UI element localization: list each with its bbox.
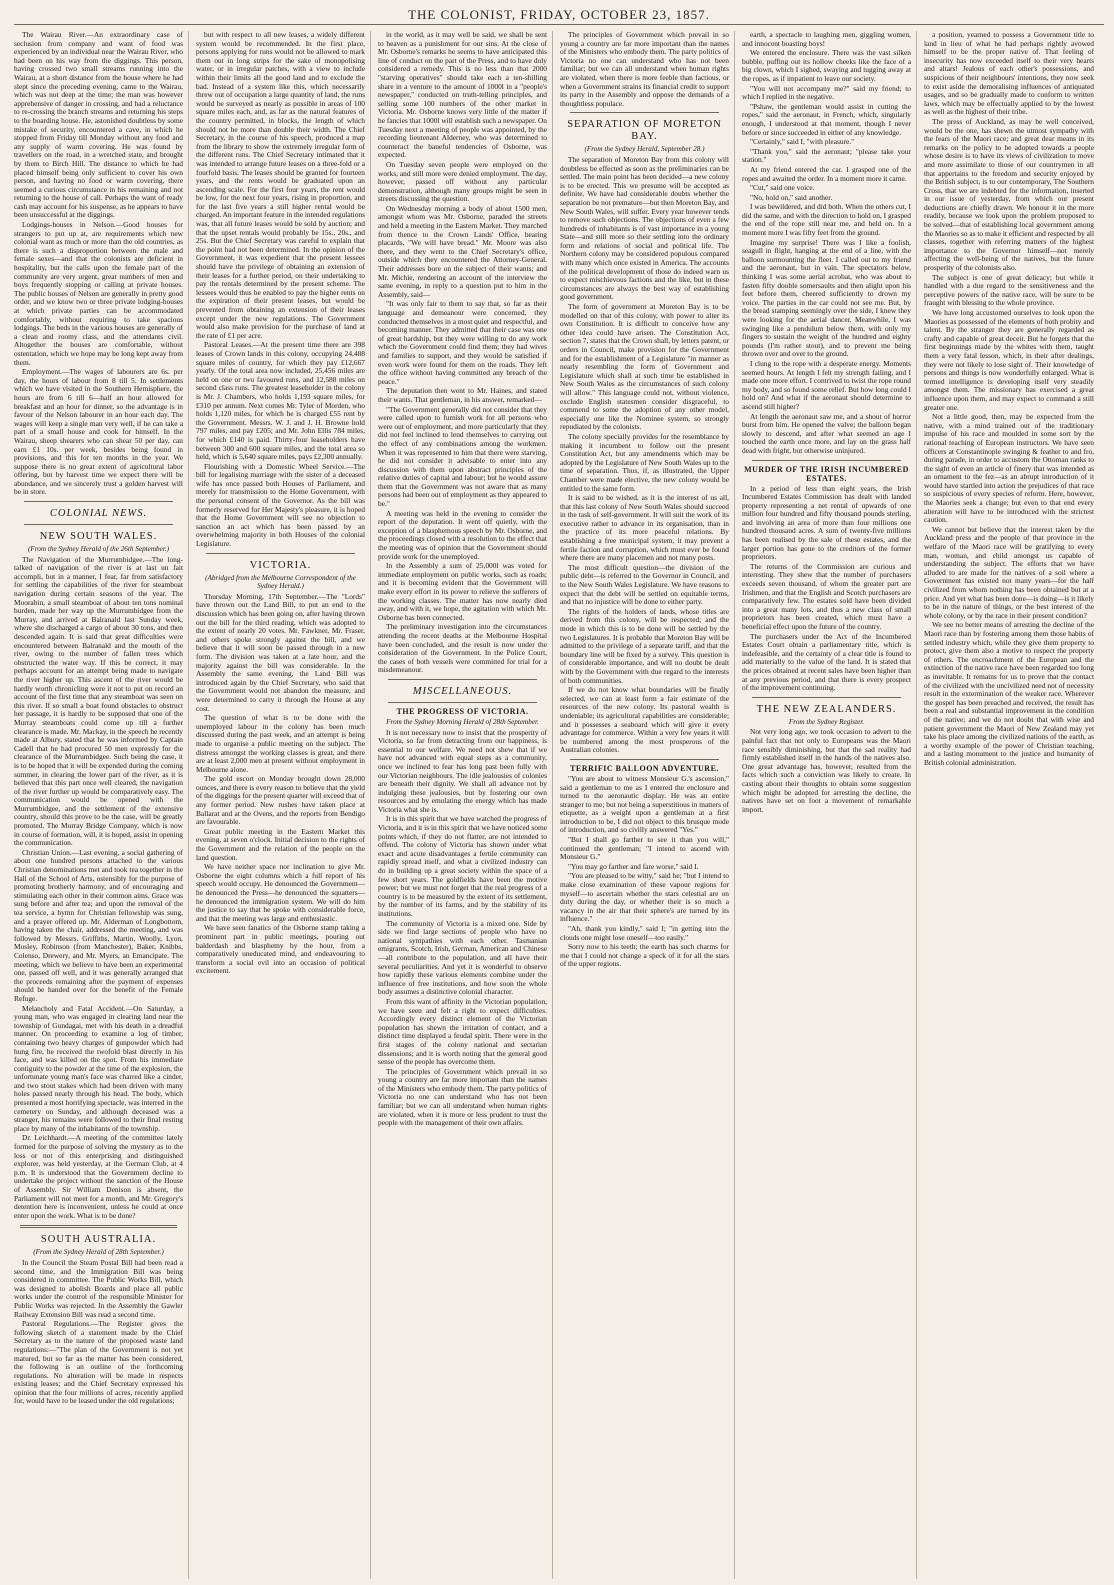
article-paragraph: The deputation then went to Mr. Haines, and stated their wants. That gentleman, in his answer, remarked— [378, 386, 547, 404]
article-paragraph: a position, yearned to possess a Government title to land in lieu of what he had perhaps rightly avowed himself to be the proper native of. That feeling of insecurity has now exceeded itself to their very hearts and altars! Jealous of each other's possessions, and suspicious of their neighbours' intentions, they now seek to exist aside the demoralising influences of antiquated usages, and so be gradually made to conform to written laws, which may be effectually applied to by the lowest as well as the highest of their tribe. [924, 31, 1094, 117]
column-2 [196, 31, 371, 1579]
article-paragraph: The principles of Government which prevail in so young a country are far more important than the names of the Ministers who embody them. The party politics of Victoria no one can understand who has not been familiar; but we can all understand when human rights are violated, when it is more or less prudent to trust the people with the management of their own affairs. [378, 1066, 547, 1128]
article-paragraph: The separation of Moreton Bay from this colony will doubtless be effected as soon as the preliminaries can be settled. The main point has been decided—a new colony is to be erected. This we presume will be accepted as definite. We have had considerable doubts whether the separation be not premature—but then Moreton Bay, and New South Wales, will suffer. Every year however tends to remove such objections. The objections of even a few hundreds of inhabitants is of vast importance in a young State—and still more so their settling into the ordinary form and relations of social and political life. The Northern colony may be considered populous compared with many which once existed in America. The accounts of the political development of those do indeed warn us to expect mischievous factions and the like, but in these circumstances are always the best way of establishing good government. [560, 154, 729, 302]
article-paragraph: In the Assembly a sum of 25,000l was voted for immediate employment on public works, such as roads; and it is becoming evident that the Government will make every effort in its power to relieve the sufferers of the working classes. The matter has now nearly died away, and with it, we hope, the agitation with which Mr. Osborne has been connected. [378, 561, 547, 622]
article-paragraph: In the Council the Steam Postal Bill had been read a second time, and the Immigration Bill was being considered in committee. The Public Works Bill, which was designed to abolish Boards and place all public works under the control of the responsible Minister for Public Works was rejected. In the Assembly the Gawler Railway Extension Bill was read a second time. [14, 1257, 183, 1319]
article-paragraph: "But I shall go farther to see it than you will," continued the gentleman; "I intend to ascend with Monsieur G." [560, 835, 729, 862]
article-paragraph: The preliminary investigation into the circumstances attending the recent deaths at the Melbourne Hospital have been concluded, and the result is now under the consideration of the Government. In the Police Court, the cases of both vessels were committed for trial for a misdemeanour. [378, 622, 547, 675]
article-paragraph: We have neither space nor inclination to give Mr. Osborne the eight columns which a full report of his speech would occupy. He denounced the Government—he denounced the Press—he denounced the squatters—he denounced the immigration system. We will do him the justice to say that he spoke with considerable force, and that the meeting was large and enthusiastic. [196, 862, 365, 923]
article-paragraph: earth, a spectacle to laughing men, giggling women, and innocent boasting boys! [742, 31, 911, 48]
article-paragraph: Thursday Morning, 17th September.—The "Lords" have thrown out the Land Bill, to put an end to the discussion which has been going on, after having thrown out the bill for the third reading, which was adopted to the extent of nearly 20 votes. Mr. Fawkner, Mr. Fraser, and others spoke strongly against the bill, and we believe that it will soon be passed through in a new form. The division was taken at a late hour, and the majority against the bill was considerable. In the Assembly the same evening, the Land Bill was introduced again by the Chief Secretary, who said that the Government would not abandon the measure, and were determined to carry it through the House at any cost. [196, 591, 365, 713]
article-paragraph: Christian Union.—Last evening, a social gathering of about one hundred persons attached to the various Christian denominations met and took tea together in the Hall of the School of Arts, ostensibly for the purpose of promoting brotherly harmony, and of encouraging and stimulating each other in their common aims. Grace was sung before and after tea; and upon the removal of the tea service, a hymn for Christian fellowship was sung, and a prayer offered up. Mr. Alderman of Longbottom, having taken the chair, addressed the meeting, and was followed by Messrs. Griffiths, Martin, Woolly, Lyon, Mosley, Robinson (from Manchester), Baker, Knibbs, Colenso, Drewery, and Mr. Myers, an Emancipate. The meeting, which we believe to have been an experimental one, passed off well, and it was generally arranged that the proceeds remaining after the payment of expenses should be handed over for the benefit of the Female Refuge. [14, 847, 183, 1003]
article-paragraph: "You will not accompany me?" said my friend; to which I replied in the negative. [742, 83, 911, 102]
article-paragraph: The question of what is to be done with the unemployed labour in the colony has been much discussed during the past week, and an attempt is being made to organise a public meeting on the subject. The distress amongst the working classes is great, and there are at least 2,000 men at present without employment in Melbourne alone. [196, 713, 365, 774]
section-heading: COLONIAL NEWS. [49, 508, 148, 520]
article-paragraph: In a period of less than eight years, the Irish Incumbered Estates Commission has dealt with landed property representing a net rental of upwards of one million four hundred and fifty thousand pounds sterling, and involving an area of more than four millions one hundred thousand acres. A sum of twenty-five millions has been realised by the sale of these estates, and the larger portion has gone to the creditors of the former proprietors. [742, 483, 911, 562]
article-paragraph: I clung to the rope with a desperate energy. Moments seemed hours. At length I felt my strength failing, and I made one more effort. I contrived to twist the rope round my body, and so found some relief. But how long could I hold on? And what if the aeronaut should determine to ascend still higher? [742, 358, 911, 411]
article-paragraph: The colony specially provides for the resemblance by making it incumbent to follow out the present Constitution Act, but any amendments which may be adopted by the Legislature of New South Wales up to the time of separation. Thus, if, as illustrated, the Upper Chamber were made elective, the new colony would be entitled to the same form. [560, 431, 729, 493]
article-paragraph: "You may go farther and fare worse," said I. [568, 861, 699, 871]
article-paragraph: Employment.—The wages of labourers are 6s. per day, the hours of labour from 8 till 5. In settlements which we have visited in the Southern Hemisphere, the hours are from 6 till 6—half an hour allowed for breakfast and an hour for dinner, so the advantage is in favour of the Nelson labourer in an hour each day. The wages will keep a single man very well, if he can take a part of a small house and cook for himself. In the Wairau, sheep shearers who can shear 50 per day, can earn £1 10s. per week, besides being found in provisions, and this for ten months in the year. We suppose there is no great extent of agricultural labor offering, but by harvest time we expect there will be abundance, and we sincerely trust a golden harvest will be in store. [14, 367, 183, 497]
article-paragraph: On Wednesday morning a body of about 1500 men, amongst whom was Mr. Osborne, paraded the streets and held a meeting in the Eastern Market. They marched from thence to the Crown Lands' Office, bearing placards, "We will have bread." Mr. Moore was also there, and they went to the Chief Secretary's office, outside which they encountered the Attorney-General. Their addresses bore on the subject of their wants; and Mr. Michie, rendering an account of the interview the same evening, in reply to a question put to him in the Assembly, said— [378, 203, 547, 299]
article-paragraph: Melancholy and Fatal Accident.—On Saturday, a young man, who was engaged in clearing land near the township of Gundagai, met with his death in a dreadful manner. On proceeding to examine a log of timber, containing two heavy charges of gunpowder which had hung fire, he received the twofold blast directly in his face, and was killed on the spot. From his immediate contiguity to the powder at the time of the explosion, the unfortunate young man's face was charred like a cinder, and two stout stakes which had been driven with many holes passed nearly through his head. The body, which presented a most horrifying spectacle, was interred in the cemetery on Sunday, and although deceased was a stranger, his remains were followed to their final resting place by many of the inhabitants of the township. [14, 1003, 183, 1133]
columns [14, 31, 1104, 1579]
article-paragraph: From this want of affinity in the Victorian population, we have seen and felt a right to expect difficulties. Accordingly every distinct element of the Victorian population has shewn the irritation of contact, and a distinct time displayed a feudal spirit. There were in the first stages of the colony national and sectarian dissensions; and it is worth noting that the general good sense of the people has overcome them. [378, 996, 547, 1067]
article-paragraph: Not very long ago, we took occasion to advert to the painful fact that not only to Europeans was the Maori race sensibly diminishing, but that the sad reality had firmly established itself in the hands of the natives also. One great advantage has, however, resulted from the facts which such a conviction was likely to create. In casting about their thoughts to obtain some suggestion which might be adopted for arresting the decline, the natives have set on foot a movement of remarkable import. [742, 727, 911, 814]
column-rule [752, 460, 901, 461]
article-paragraph: Dr. Leichhardt.—A meeting of the committee lately formed for the purpose of solving the mystery as to the loss or not of this enterprising and distinguished explorer, was held yesterday, at the German Club, at 4 p.m. It is understood that the Government decline to undertake the project without the sanction of the House of Assembly. Sir William Denison is absent, the Parliament will not meet for a month, and Mr. Gregory's detention here is inconvenient, unless he could at once enter upon the work. What is to be done? [14, 1133, 183, 1220]
article-paragraph: The form of government at Moreton Bay is to be modelled on that of this colony, with power to alter its own Constitution. It is difficult to conceive how any other idea could have arisen. The Constitution Act, section 7, states that the Crown shall, by letters patent, or orders in Council, make provision for the Government and for the establishment of a Legislature "in manner as nearly resembling the form of Government and Legislature which shall at such time be established in New South Wales as the circumstances of such colony will allow." This language could not, without violence, exclude English statesmen consider disgraceful, to commend to some the adoption of any other model, especially one like the Nominee system, so strongly repudiated by the colonists. [560, 302, 729, 432]
masthead: THE COLONIST, FRIDAY, OCTOBER 23, 1857. [14, 6, 1104, 25]
article-paragraph: The press of Auckland, as may be well conceived, would be the one, has shewn the utmost sympathy with the fears of the Maori race; and great dear means in its remarks on the policy to be adopted towards a people whose desire is to have its views of civilization to move and more assimilate to those of our countrymen in all that appertains to the freedom and security enjoyed by the British subject, is to our contemporary, The Southern Cross, that we are indebted for the information, inserted in our issue of yesterday, from which our present deductions are chiefly drawn. We honour it in the more readily, because we look upon the problem proposed to be solved—that of establishing local government among the Maories so as to make it efficient and respected by all classes, together with referring matters of the highest importance to the Governor himself—not merely affecting the well-being of the natives, but the future prosperity of the colonists also. [924, 116, 1094, 273]
article-paragraph: It is said to be wished, as it is the interest of us all, that this last colony of New South Wales should succeed in the task of self-government. It will suit the work of its executive rather to advance in its organisation, than in the practice of its more peaceful relations. By establishing a free municipal system, it may prevent a fertile faction and corruption, which must ever be found where there are many placemen and not many posts. [560, 493, 729, 563]
article-source: (From the Sydney Herald, September 28.) [584, 145, 705, 154]
article-paragraph: The returns of the Commission are curious and interesting. They shew that the number of purchasers exceeds seven thousand, of whom the greater part are Irishmen, and that the English and Scotch purchasers are comparatively few. The estates sold have been divided into a great many lots, and thus a new class of small proprietors has been created, which must have a beneficial effect upon the future of the country. [742, 561, 911, 631]
article-paragraph: At length the aeronaut saw me, and a shout of horror burst from him. He opened the valve; the balloon began slowly to descend, and after what seemed an age I touched the earth once more, and lay on the grass half dead with fright, but otherwise uninjured. [742, 411, 911, 455]
article-paragraph: "Certainly," said I, "with pleasure." [750, 137, 855, 147]
article-paragraph: Flourishing with a Domestic Wheel Service.—The bill for legalising marriage with the sister of a deceased wife has once passed both Houses of Parliament, and merely for transmission to the Home Government, with the personal consent of the Governor. As the bill was formerly reserved for Her Majesty's pleasure, it is hoped that the Home Government will see no objection to sanction an act which has been passed by an overwhelming majority in both Houses of the colonial Legislature. [196, 461, 365, 549]
article-paragraph: The gold escort on Monday brought down 28,000 ounces, and there is every reason to believe that the yield of the diggings for the present quarter will exceed that of any former period. New rushes have taken place at Ballarat and at the Ovens, and the reports from Bendigo are favourable. [196, 774, 365, 827]
article-paragraph: We see no better means of arresting the decline of the Maori race than by fostering among them those habits of settled industry which, while they give them property to protect, give them also a motive to respect the property of others. The encroachment of the European and the extinction of the native race have been regarded too long as inevitable. It remains for us to prove that the contact of the civilized with the uncivilized need not of necessity result in the extermination of the weaker race. Wherever the gospel has been preached and received, the result has been a real and substantial improvement in the condition of the native; and we do not doubt that with wise and patient government the Maori of New Zealand may yet take his place among the civilized nations of the earth, as a worthy example of the power of Christian teaching, and a lasting monument to the justice and humanity of British colonial administration. [924, 620, 1094, 767]
section-heading: SOUTH AUSTRALIA. [40, 1234, 157, 1246]
article-paragraph: I was bewildered, and did both. When the others cut, I did the same, and with the direction to hold on, I grasped the end of the rope still near me, and held on. In a moment more I was fifty feet from the ground. [742, 202, 911, 238]
section-heading: THE NEW ZEALANDERS. [756, 703, 897, 715]
article-paragraph: "Pshaw, the gentleman would assist in cutting the ropes," said the aeronaut, in French, which, singularly enough, I understood at that moment, though I never before or since succeeded in either of any knowledge. [742, 101, 911, 137]
article-paragraph: A meeting was held in the evening to consider the report of the deputation. It went off quietly, with the exception of a blasphemous speech by Mr. Osborne, and the proceedings closed with a resolution to the effect that the meeting was of opinion that the Government should provide work for the unemployed. [378, 508, 547, 561]
column-3 [378, 31, 553, 1579]
article-heading: THE PROGRESS OF VICTORIA. [396, 706, 529, 716]
column-rule [388, 679, 537, 680]
column-rule [388, 702, 537, 703]
article-paragraph: Sorry now to his teeth; the earth has such charms for me that I could not change a speck of it for all the stars of the upper regions. [560, 942, 729, 969]
article-paragraph: We have seen fanatics of the Osborne stamp taking a prominent part in public meetings, pouring out balderdash and blasphemy by the hour, from a comparatively uneducated mind, and endeavouring to transform a social evil into an occasion of political excitement. [196, 923, 365, 976]
double-rule [20, 1225, 177, 1228]
article-heading: TERRIFIC BALLOON ADVENTURE. [570, 763, 719, 773]
article-paragraph: It is not necessary now to insist that the prosperity of Victoria, so far from detracting from our happiness, is essential to our welfare. We need not shew that if we have not advanced with equal steps as a community, once we inclined to fear has long past been fully with our Victorian neighbours. The idle jealousies of colonies are beneath their dignity. We shall all advance not by indulging these jealousies, but by fostering our own resources and by emulating the energy which has made Victoria what she is. [378, 727, 547, 814]
article-paragraph: The community of Victoria is a mixed one. Side by side we find large sections of people who have no national sympathies with each other. Tasmanian emigrants, Scotch, Irish, German, American and Chinese—all contribute to the population, and all have their several peculiarities. And yet it is wonderful to observe how rapidly these various elements combine under the influence of free institutions, and how soon the whole body assumes a distinctive colonial character. [378, 918, 547, 997]
article-paragraph: The most difficult question—the division of the public debt—is referred to the Governor in Council, and to the New South Wales Legislature. We have reasons to expect that the debt will be settled on equitable terms, and that no injustice will be done to either party. [560, 562, 729, 607]
article-paragraph: The rights of the holders of lands, whose titles are derived from this colony, will be respected; and the mode in which this is to be done will be settled by the two Legislatures. It is probable that Moreton Bay will be admitted to the privilege of a separate tariff, and that the boundary line will be fixed by a survey. This question is of considerable importance, and will no doubt be dealt with by the Government with due regard to the interests of both communities. [560, 606, 729, 685]
column-rule [24, 501, 173, 502]
article-paragraph: We entered the enclosure. There was the vast silken bubble, puffing out its hollow cheeks like the face of a big clown, which I sighed, swaying and tugging away at the ropes, as if impatient to leave our society. [742, 48, 911, 83]
article-paragraph: "You are pleased to be witty," said he; "but I intend to make close examination of these vapour regions for myself—to ascertain whether the stars celestial are on duty during the day, or whether their is so much a vacancy in the air that their sphere's are turned by its influence." [560, 871, 729, 924]
column-rule [570, 759, 719, 760]
article-paragraph: We have long accustomed ourselves to look upon the Maories as possessed of the elements of both probity and talent. By the stranger they are generally regarded as crafty and capable of great deceit. But he forgets that the first beginnings made by the whites with them, taught them a very fatal lesson, which, in their after dealings, they were not likely to lose sight of. Their knowledge of persons and things is now wonderfully enlarged. What is termed intelligence is developing itself very steadily amongst them. The missionary has exercised a great influence upon them, and may expect to command a still greater one. [924, 308, 1094, 412]
article-source: From the Sydney Register. [788, 717, 865, 726]
article-paragraph: It is in this spirit that we have watched the progress of Victoria, and it is in this spirit that we have noticed some points which, if they do not flatter, are not intended to offend. The colony of Victoria has shown under what exact and acute disadvantages a fertile community can rapidly spread itself, and what a civilized industry can do in building up a great society within the space of a few short years. The goldfields have been the motive power; but we must not forget that the real progress of a country is to be measured by the extent of its settlement, by the number of its farms, and by the stability of its institutions. [378, 814, 547, 918]
article-paragraph: in the world, as it may well be said, we shall be sent to heaven as a punishment for our sins. At the close of Mr. Osborne's remarks he seems to have anticipated this line of conduct on the part of the Press, and to have duly considered a remedy. This is no less than that 2000 "starving operatives" should take each a ten-shilling share in a venture to the amount of 1000l in a "people's newspaper," conducted on truth-telling principles, and selling some 100 numbers of the other market in Victoria. Mr. Osborne knows very little of the matter if he fancies that 1000l will establish such a newspaper. On Tuesday next a meeting of people was appointed, by the recording lieutenant Alderney, who was determined to counteract the baneful tendencies of Osborne, was expected. [378, 31, 547, 160]
article-source: (Abridged from the Melbourne Correspondent of the Sydney Herald.) [205, 573, 356, 591]
column-rule [24, 524, 173, 525]
article-paragraph: "It was only fair to them to say that, so far as their language and demeanour were concerned, they conducted themselves in a most quiet and respectful, and becoming manner. They admitted that their case was one of great hardship, but they were willing to do any work which the Government could find them; they had wives and families to support, and they would be satisfied if even work were found for them on the roads. They left the office without having committed any breach of the peace." [378, 299, 547, 386]
article-paragraph: "The Government generally did not consider that they were called upon to furnish work for all persons who were out of employment, and more particularly that they did not feel inclined to lend themselves to carrying out the effect of any combinations among the workmen. When it was represented to him that there were starving, he did not consider it advisable to enter into any discussion with them upon abstract principles of the relative duties of capital and labour; but he would assure them that the Government was not aware that as many persons had been out of employment as they appeared to be." [378, 404, 547, 509]
article-paragraph: We cannot but believe that the interest taken by the Auckland press and the people of that province in the welfare of the Maori race will be gratifying to every man, woman, and child amongst us capable of understanding the subject. The efforts that we have alluded to are made for the natives of a soil where a Government has existed not many years—for the half civilized from whom nothing has been obtained but at a price. And yet what has been done—is doing—is it likely to be in the nature of things, or the best interest of the whole colony, or by the race in their present condition? [924, 524, 1094, 620]
article-paragraph: but with respect to all new leases, a widely different system would be recommended. In the first place, persons applying for runs would not be allowed to mark them out in long strips for the sake of monopolising water, or in irregular patches, with a view to include within their limits all the good land and to exclude the bad. Instead of a system like this, which necessarily threw out of occupation a large quantity of land, the runs would be surveyed as nearly as possible in areas of 100 square miles each, and, as far as the natural features of the country permitted, in blocks, the length of which should not be more than double their width. The Chief Secretary, in the course of his speech, produced a map from the library to show the extremely irregular form of the different runs. The Chief Secretary intimated that it was intended to arrange future leases on a three-fold or a fourfold basis. The leases should be granted for fourteen years, and the rents would be graduated upon an ascending scale. For the first four years, the rent would be low, for the next four years, rising in proportion, and for the last five years a still higher rental would be charged. An important feature in the intended regulations was, that all future leases would be sold by auction; and that the upset rentals would probably be 15s., 20s., and 25s. But the Chief Secretary was careful to explain that the point had not been determined. In the opinion of the Government, it was expedient that the present lessees should have the privilege of obtaining an extension of their leases for a further period, on their undertaking to pay the rentals determined by the present scheme. The lessees would thus be enabled to pay the higher rents on the expiration of their present leases, but would be prevented from obtaining an extension of their leases except under the new regulations. The Government would also make provision for the purchase of land at the rate of £1 per acre. [196, 31, 365, 340]
article-paragraph: The Wairau River.—An extraordinary case of seclusion from company and want of food was experienced by an individual near the Wairau River, who had been on his way from the diggings. This person, having crossed two small streams running into the Wairau, at a short distance from the house where he had slept since the preceding evening, came to the Wairau, which was not deep at the time; the man was however apprehensive of danger in crossing, and had a reluctance to re-crossing the branch streams and returning his steps to the boarding house. He, astonished doubtless by some mistake of security, encountered a cave, in which he stopped from Friday till Monday without any food and any supply of warm covering. He was found by travellers on the road, in a wretched state, and brought by them to Birch Hill. The distance to which he had placed himself being only sufficient to cover his own person, and having no food or warm covering, there seemed a curious circumstance in his remaining and not returning to the house of call. Perhaps the want of ready cash may account for his suspense, as he appears to have been unsuccessful at the diggings. [14, 31, 183, 220]
article-paragraph: "Thank you," said the aeronaut; "please take your station." [742, 146, 911, 165]
article-paragraph: On Tuesday seven people were employed on the works, and still more were denied employment. The day, however, passed off without any particular demonstration, although many groups might be seen in streets discussing the question. [378, 159, 547, 204]
article-paragraph: At my friend entered the car. I grasped one of the ropes and awaited the order. In a moment more it came. [742, 164, 911, 183]
article-paragraph: "Ah, thank you kindly," said I; "in getting into the clouds one might lose oneself—too easily." [560, 924, 729, 942]
article-paragraph: If we do not know what boundaries will be finally selected, we can at least form a fair estimate of the resources of the new colony. Its pastoral wealth is undeniable; its agricultural capabilities are considerable; and it possesses a seaboard which will give it every advantage for commerce. Within a very few years it will be numbered among the most prosperous of the Australian colonies. [560, 685, 729, 755]
article-source: From the Sydney Morning Herald of 28th September. [386, 717, 539, 726]
article-paragraph: "You are about to witness Monsieur G.'s ascension," said a gentleman to me as I entered the enclosure and turned to the aeronautic display. He was an entire stranger to me; but not being a superstitious in matters of etiquette, as a weight upon a gentleman at a first introduction to be, I did not object to this brusque mode of introduction, and so civilly answered "Yes." [560, 773, 729, 835]
article-paragraph: "Cut," said one voice. [750, 183, 815, 193]
article-paragraph: The subject is one of great delicacy; but while it handled with a due regard to the sensitiveness and the perceptive powers of the native race, will be sure to be fraught with blessing to the whole province. [924, 272, 1094, 308]
article-paragraph: The purchasers under the Act of the Incumbered Estates Court obtain a parliamentary title, which is indefeasible, and the certainty of a clear title is found to add materially to the value of the land. It is stated that the prices obtained at recent sales have been higher than at any previous period, and that there is every prospect of the improvement continuing. [742, 631, 911, 693]
column-1 [14, 31, 189, 1579]
article-source: (From the Sydney Herald of 28th September.) [33, 1248, 164, 1257]
article-paragraph: The Navigation of the Murrumbidgee.—The long-talked of navigation of the river is at last un fait accompli, but in a manner, I fear, far from satisfactory for settling the capabilities of the river for steamboat navigation during certain seasons of the year. The Moorabin, a small steamboat of about ten tons nominal burden, made her way up the Murrumbidgee from the Murray, and arrived at Balranald last Sunday week, where she discharged a cargo of about 30 tons, and then descended again. It is said that great difficulties were encountered between Balranald and the mouth of the river, owing to the number of fallen trees which obstructed the water way. If this be correct, it may perhaps account for an attempt being made to navigate the river higher up. This ascent of the river would be hardly worth chronicling were it not to put on record an account of the first time that any steamboat was seen on this river. If so small a boat found obstacles to obstruct her passage, it is hardly to be supposed that one of the Murray steamboats could come up till a further clearance is made. Mr. Mackay, in the speech he recently made at Albury, stated that he was informed by Captain Cadell that he had procured 50 men expressly for the clearance of the Murrumbidgee. Such being the case, it is to be hoped that it will be expended during the coming summer, in clearing the lower part of the river, as it is believed that this part once well cleared, the navigation of the river further up would be comparatively easy. The communication would be opened with the Murrumbidgee, and the settlement of the extensive country, should this prove to be the case, will be greatly promoted. The Murray Bridge Company, which is now in course of formation, will, it is hoped, assist in opening the communication. [14, 554, 183, 848]
column-4 [560, 31, 735, 1579]
article-paragraph: Lodgings-houses in Nelson.—Good houses for strangers to put up at, are requirements which new colonial want as much or more than the old countries, as there is such a disproportion between the male and female sexes—and that the colonists are deficient in hospitality, but the calls upon the female part of the community are very urgent, great numbers of men and boys frequently stopping or calling at private houses. The public houses of Nelson are generally in pretty good order, and we know two or three private lodging-houses at which private parties can be accommodated comfortably, without requiring to take spacious lodgings. The beds in the various houses are generally of a clean and roomy class, and the attendants civil. Altogether the houses are comfortable, without ostentation, which we hope may be long kept away from them. [14, 220, 183, 367]
article-paragraph: Not a little good, then, may be expected from the native, with a mind trained out of the traditionary impulse of his race and moulded in some sort by the rational teaching of European instructors. We have seen officers at Constantinople swinging & feather to and fro, during parade, in order to accustom the Ottoman ranks to the sight of even an article of finery that was intended as an ornament to the fez—as an abrupt introduction of it would have startled into action the prejudices of that race so suspicious of every species of reform. Here, however, the Maories seek a change; but even to that end every alteration will have to be introduced with the strictest caution. [924, 412, 1094, 525]
section-heading: NEW SOUTH WALES. [39, 531, 158, 543]
section-heading: SEPARATION OF MORETON BAY. [567, 119, 722, 143]
column-rule [206, 553, 355, 554]
article-source: (From the Sydney Herald of the 26th September.) [27, 545, 170, 554]
article-paragraph: Pastoral Leases.—At the present time there are 398 leases of Crown lands in this colony, occupying 24,488 square miles of country, for which they pay £12,667 yearly. Of the total area now included, 25,456 miles are held on one or two favoured runs, and 12,588 miles on second class runs. The greatest leaseholder in the colony is Mr. J. Chambers, who holds 1,193 square miles, for £310 per annum. Next comes Mr. Tyler of Morden, who holds 1,120 miles, for which he is charged £55 rent by the Government. Messrs. W. J. and J. H. Browne hold 797 miles, and pay £205; and Mr. John Ellis 784 miles, for which £140 is paid. Thirty-four leaseholders have between 300 and 600 square miles, and the total area so held, which is 5,640 square miles, pays £2,300 annually. [196, 340, 365, 462]
column-rule [570, 112, 719, 113]
column-5 [742, 31, 917, 1579]
column-6 [924, 31, 1099, 1579]
article-paragraph: Imagine my surprise! There was I like a foolish, seagull in flight, hanging at the end of a line, with the balloon surmounting the fleet. I called out to my friend and the aeronaut, but in vain. The spectators below, thinking I was some aerial acrobat, who was about to fasten fifty double somersaults and then alight upon his feet before them, cheered sufficiently to drown my voice. The parties in the car could not see me. But, by the bread stamping seemingly over the side, I knew they were looking for the aerial dancer. Meanwhile, I was swinging like a pendulum below them, with only my fingers to sustain the weight of the hundred and eighty pounds (I'm rather stout), and to prevent me being thrown over and over to the ground. [742, 237, 911, 359]
article-paragraph: The principles of Government which prevail in so young a country are far more important than the names of the Ministers who embody them. The party politics of Victoria no one can understand who has not been familiar; but we can all understand when human rights are violated, when there is more feeble than factious, or when a Government strains its financial credit to support its party in the Assembly and oppose the demands of a thoughtless populace. [560, 31, 729, 108]
article-paragraph: Great public meeting in the Eastern Market this evening, at seven o'clock. Initial decision to the rights of the Government and the relation of the people on the land question. [196, 826, 365, 862]
section-heading: MISCELLANEOUS. [412, 685, 513, 697]
article-heading: MURDER OF THE IRISH INCUMBERED ESTATES. [744, 464, 909, 483]
column-rule [752, 697, 901, 698]
article-paragraph: "No, hold on," said another. [750, 192, 833, 202]
section-heading: VICTORIA. [249, 559, 312, 571]
article-paragraph: Pastoral Regulations.—The Register gives the following sketch of a statement made by the Chief Secretary as to the nature of the proposed waste land regulations:—"The plan of the Government is not yet matured, but so far as the matter has been considered, the following is an outline of the forthcoming regulations. No alteration will be made in respects existing leases; and the Chief Secretary expressed his opinion that the four millions of acres, recently applied for, would have to be leased under the old regulations; [14, 1319, 183, 1406]
